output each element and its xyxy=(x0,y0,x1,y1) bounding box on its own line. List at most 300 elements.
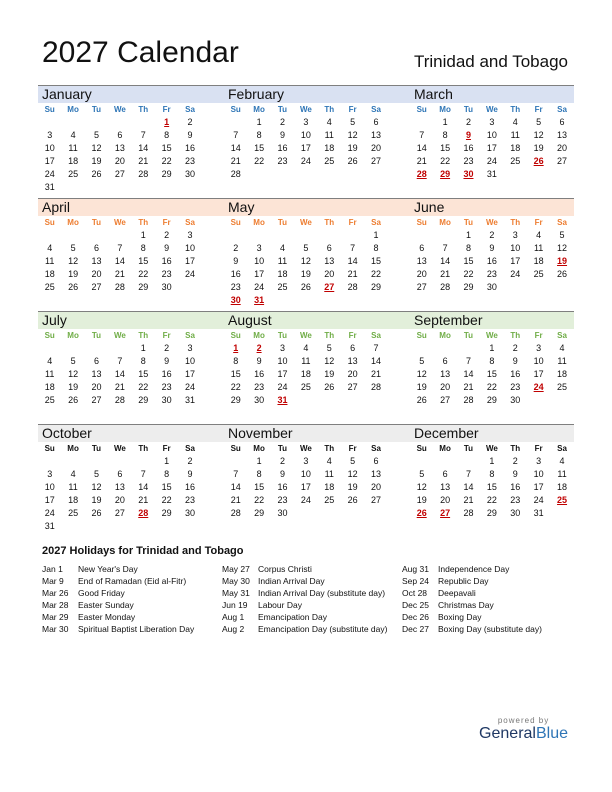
week-row xyxy=(38,268,224,281)
holiday-name: Emancipation Day (substitute day) xyxy=(258,624,388,634)
day-cell: 13 xyxy=(371,469,382,479)
day-cell: 7 xyxy=(465,469,471,479)
empty-cell xyxy=(527,281,550,294)
holiday-date: Sep 24 xyxy=(402,576,429,586)
week-row xyxy=(38,355,224,368)
day-cell: 8 xyxy=(489,356,495,366)
empty-cell xyxy=(132,455,155,468)
holiday-name: Boxing Day (substitute day) xyxy=(438,624,542,634)
day-cell: 29 xyxy=(230,395,241,405)
day-cell: 29 xyxy=(138,282,149,292)
day-cell: 22 xyxy=(371,269,382,279)
empty-cell xyxy=(38,455,61,468)
day-cell: 16 xyxy=(185,143,196,153)
holiday-name: Emancipation Day xyxy=(258,612,327,622)
day-cell: 28 xyxy=(114,395,125,405)
weekday-header xyxy=(224,103,410,116)
day-cell: 9 xyxy=(187,130,193,140)
holiday-item xyxy=(42,623,222,635)
day-cell: 20 xyxy=(416,269,427,279)
weekday-header xyxy=(224,329,410,342)
day-cell: 25 xyxy=(44,395,55,405)
week-row xyxy=(224,268,410,281)
holiday-item xyxy=(222,599,402,611)
week-row xyxy=(410,168,574,181)
day-cell: 24 xyxy=(510,269,521,279)
day-cell: 8 xyxy=(256,469,262,479)
day-cell: 19 xyxy=(347,143,358,153)
empty-cell xyxy=(364,394,387,407)
weekday-label: Mo xyxy=(67,331,79,340)
week-row xyxy=(38,381,224,394)
empty-cell xyxy=(318,507,341,520)
day-cell: 12 xyxy=(91,482,102,492)
day-cell: 11 xyxy=(68,482,78,492)
empty-cell xyxy=(294,394,317,407)
day-cell: 1 xyxy=(442,117,448,127)
holiday-date: Aug 31 xyxy=(402,564,429,574)
day-cell: 15 xyxy=(440,143,451,153)
day-cell: 23 xyxy=(277,156,288,166)
week-row xyxy=(38,181,224,194)
day-cell: 29 xyxy=(463,282,474,292)
holiday-item xyxy=(402,611,582,623)
holiday-name: Indian Arrival Day (substitute day) xyxy=(258,588,386,598)
empty-cell xyxy=(61,520,84,533)
holiday-name: Easter Monday xyxy=(78,612,136,622)
day-cell: 8 xyxy=(140,356,146,366)
day-cell: 20 xyxy=(557,143,568,153)
holiday-item xyxy=(222,563,402,575)
empty-cell xyxy=(108,229,131,242)
weekday-label: Sa xyxy=(185,218,195,227)
weekday-label: Fr xyxy=(162,218,171,227)
week-row xyxy=(38,255,224,268)
weekday-label: Fr xyxy=(534,105,543,114)
empty-cell xyxy=(85,342,108,355)
weekday-label: We xyxy=(113,105,126,114)
week-row xyxy=(224,129,410,142)
day-cell: 29 xyxy=(371,282,382,292)
week-row xyxy=(410,142,574,155)
day-cell: 12 xyxy=(533,130,544,140)
holiday-item xyxy=(402,599,582,611)
day-cell: 9 xyxy=(256,356,262,366)
empty-cell xyxy=(271,294,294,307)
day-cell: 29 xyxy=(138,395,149,405)
week-row xyxy=(410,355,574,368)
week-row xyxy=(38,168,224,181)
day-cell: 16 xyxy=(277,143,288,153)
day-cell: 31 xyxy=(44,521,55,531)
day-cell: 17 xyxy=(533,369,544,379)
day-cell: 11 xyxy=(301,356,311,366)
day-cell: 5 xyxy=(303,243,309,253)
day-cell: 9 xyxy=(164,356,170,366)
day-cell: 12 xyxy=(300,256,311,266)
day-cell: 7 xyxy=(465,356,471,366)
day-cell: 20 xyxy=(114,495,125,505)
empty-cell xyxy=(294,294,317,307)
weekday-label: Su xyxy=(44,331,55,340)
day-cell: 9 xyxy=(512,469,518,479)
week-row xyxy=(410,468,574,481)
day-cell: 4 xyxy=(326,117,332,127)
day-cell: 14 xyxy=(114,369,125,379)
day-cell: 17 xyxy=(185,369,196,379)
weekday-label: Su xyxy=(416,105,427,114)
empty-cell xyxy=(108,116,131,129)
empty-cell xyxy=(364,294,387,307)
day-cell: 18 xyxy=(44,382,55,392)
week-row xyxy=(224,494,410,507)
day-cell: 2 xyxy=(164,343,170,353)
day-cell: 14 xyxy=(230,482,241,492)
day-cell: 7 xyxy=(442,243,448,253)
day-cell: 12 xyxy=(324,356,335,366)
holiday-date: Mar 29 xyxy=(42,612,69,622)
week-row xyxy=(38,455,224,468)
month-january xyxy=(38,86,224,198)
day-cell: 5 xyxy=(93,469,99,479)
day-cell: 28 xyxy=(230,508,241,518)
weekday-label: Tu xyxy=(277,444,288,453)
week-row xyxy=(38,394,224,407)
day-cell: 3 xyxy=(47,130,53,140)
day-cell: 12 xyxy=(347,469,358,479)
holiday-date: May 30 xyxy=(222,576,250,586)
holiday-date: Jan 1 xyxy=(42,564,63,574)
day-cell: 3 xyxy=(256,243,262,253)
holiday-item xyxy=(42,599,222,611)
empty-cell xyxy=(85,520,108,533)
empty-cell xyxy=(318,394,341,407)
day-cell: 3 xyxy=(536,456,542,466)
day-cell: 17 xyxy=(300,482,311,492)
day-cell: 17 xyxy=(277,369,288,379)
day-cell: 14 xyxy=(114,256,125,266)
empty-cell xyxy=(271,168,294,181)
empty-cell xyxy=(364,168,387,181)
day-cell: 15 xyxy=(463,256,474,266)
weekday-label: Th xyxy=(138,218,149,227)
day-cell: 13 xyxy=(114,482,125,492)
weekday-label: Tu xyxy=(463,218,474,227)
empty-cell xyxy=(527,394,550,407)
empty-cell xyxy=(341,394,364,407)
day-cell: 30 xyxy=(161,395,172,405)
day-cell: 5 xyxy=(419,469,425,479)
day-cell: 9 xyxy=(187,469,193,479)
day-cell: 23 xyxy=(161,269,172,279)
day-cell: 22 xyxy=(486,495,497,505)
day-cell: 23 xyxy=(185,156,196,166)
empty-cell xyxy=(155,181,178,194)
day-cell: 9 xyxy=(279,469,285,479)
day-cell: 10 xyxy=(533,356,544,366)
empty-cell xyxy=(85,181,108,194)
week-row xyxy=(38,494,224,507)
day-cell: 4 xyxy=(303,343,309,353)
holiday-day-cell: 30 xyxy=(463,169,474,179)
calendar-grid xyxy=(38,85,574,537)
weekday-label: Tu xyxy=(277,105,288,114)
holiday-day-cell: 26 xyxy=(533,156,544,166)
day-cell: 8 xyxy=(465,243,471,253)
day-cell: 26 xyxy=(300,282,311,292)
day-cell: 20 xyxy=(324,269,335,279)
day-cell: 26 xyxy=(557,269,568,279)
weekday-label: Fr xyxy=(162,331,171,340)
day-cell: 7 xyxy=(350,243,356,253)
day-cell: 3 xyxy=(187,230,193,240)
weekday-label: Fr xyxy=(534,331,543,340)
day-cell: 1 xyxy=(140,230,146,240)
empty-cell xyxy=(318,168,341,181)
weekday-label: Tu xyxy=(91,105,102,114)
day-cell: 15 xyxy=(486,369,497,379)
empty-cell xyxy=(61,116,84,129)
week-row xyxy=(38,507,224,520)
day-cell: 8 xyxy=(442,130,448,140)
week-row xyxy=(224,468,410,481)
day-cell: 14 xyxy=(138,143,149,153)
week-row xyxy=(224,368,410,381)
empty-cell xyxy=(433,455,456,468)
weekday-label: Mo xyxy=(439,331,451,340)
week-row xyxy=(38,242,224,255)
day-cell: 5 xyxy=(419,356,425,366)
day-cell: 27 xyxy=(114,169,125,179)
day-cell: 10 xyxy=(300,469,311,479)
day-cell: 10 xyxy=(510,243,521,253)
weekday-header xyxy=(410,216,574,229)
holiday-day-cell: 27 xyxy=(324,282,335,292)
holiday-item xyxy=(222,623,402,635)
month-name: January xyxy=(38,86,224,103)
day-cell: 22 xyxy=(254,156,265,166)
weekday-label: Th xyxy=(324,444,335,453)
day-cell: 22 xyxy=(486,382,497,392)
day-cell: 6 xyxy=(559,117,565,127)
day-cell: 25 xyxy=(510,156,521,166)
month-name: October xyxy=(38,425,224,442)
day-cell: 21 xyxy=(347,269,358,279)
empty-cell xyxy=(61,455,84,468)
month-october xyxy=(38,425,224,537)
day-cell: 23 xyxy=(486,269,497,279)
weekday-label: Sa xyxy=(557,218,567,227)
weekday-label: We xyxy=(299,105,312,114)
day-cell: 9 xyxy=(233,256,239,266)
week-row xyxy=(38,229,224,242)
weekday-label: Fr xyxy=(534,444,543,453)
holiday-date: Mar 26 xyxy=(42,588,69,598)
day-cell: 16 xyxy=(510,482,521,492)
empty-cell xyxy=(108,181,131,194)
empty-cell xyxy=(550,507,573,520)
empty-cell xyxy=(294,168,317,181)
day-cell: 6 xyxy=(93,356,99,366)
week-row xyxy=(410,268,574,281)
weekday-label: Tu xyxy=(463,444,474,453)
weekday-label: Mo xyxy=(67,105,79,114)
day-cell: 24 xyxy=(44,169,55,179)
month-april xyxy=(38,199,224,311)
day-cell: 16 xyxy=(161,369,172,379)
weekday-label: Th xyxy=(324,331,335,340)
day-cell: 6 xyxy=(419,243,425,253)
day-cell: 16 xyxy=(161,256,172,266)
weekday-label: Sa xyxy=(371,218,381,227)
holiday-date: Mar 9 xyxy=(42,576,64,586)
weekday-label: Th xyxy=(510,218,521,227)
empty-cell xyxy=(433,229,456,242)
empty-cell xyxy=(364,507,387,520)
day-cell: 24 xyxy=(185,382,196,392)
week-row xyxy=(224,281,410,294)
day-cell: 21 xyxy=(463,382,474,392)
day-cell: 19 xyxy=(347,482,358,492)
holiday-name: Easter Sunday xyxy=(78,600,134,610)
day-cell: 21 xyxy=(416,156,427,166)
weekday-label: We xyxy=(113,444,126,453)
empty-cell xyxy=(132,520,155,533)
day-cell: 6 xyxy=(373,117,379,127)
weekday-label: We xyxy=(485,105,498,114)
weekday-label: Th xyxy=(510,444,521,453)
weekday-label: Mo xyxy=(439,105,451,114)
day-cell: 11 xyxy=(324,469,334,479)
weekday-header xyxy=(38,216,224,229)
day-cell: 13 xyxy=(440,482,451,492)
day-cell: 27 xyxy=(557,156,568,166)
day-cell: 5 xyxy=(93,130,99,140)
day-cell: 21 xyxy=(463,495,474,505)
day-cell: 22 xyxy=(138,382,149,392)
day-cell: 27 xyxy=(347,382,358,392)
holiday-day-cell: 28 xyxy=(416,169,427,179)
empty-cell xyxy=(132,116,155,129)
month-name: September xyxy=(410,312,574,329)
month-name: June xyxy=(410,199,574,216)
week-row xyxy=(38,368,224,381)
empty-cell xyxy=(178,181,201,194)
day-cell: 1 xyxy=(164,456,170,466)
week-row xyxy=(224,394,410,407)
day-cell: 1 xyxy=(256,456,262,466)
holiday-date: Dec 26 xyxy=(402,612,429,622)
weekday-label: Sa xyxy=(185,444,195,453)
quarter-row xyxy=(38,198,574,311)
month-november xyxy=(224,425,410,537)
week-row xyxy=(38,129,224,142)
day-cell: 15 xyxy=(371,256,382,266)
day-cell: 29 xyxy=(254,508,265,518)
holiday-name: Good Friday xyxy=(78,588,125,598)
day-cell: 5 xyxy=(350,117,356,127)
holiday-name: Indian Arrival Day xyxy=(258,576,325,586)
day-cell: 12 xyxy=(416,482,427,492)
day-cell: 18 xyxy=(300,369,311,379)
day-cell: 7 xyxy=(117,356,123,366)
weekday-header xyxy=(410,329,574,342)
day-cell: 6 xyxy=(442,469,448,479)
day-cell: 30 xyxy=(510,395,521,405)
empty-cell xyxy=(341,294,364,307)
empty-cell xyxy=(61,181,84,194)
day-cell: 9 xyxy=(164,243,170,253)
day-cell: 7 xyxy=(373,343,379,353)
holiday-name: Christmas Day xyxy=(438,600,494,610)
brand-blue: Blue xyxy=(535,725,568,742)
day-cell: 30 xyxy=(185,508,196,518)
day-cell: 23 xyxy=(230,282,241,292)
day-cell: 4 xyxy=(47,356,53,366)
day-cell: 15 xyxy=(138,256,149,266)
week-row xyxy=(224,142,410,155)
day-cell: 23 xyxy=(254,382,265,392)
day-cell: 10 xyxy=(44,143,55,153)
holiday-item xyxy=(42,587,222,599)
day-cell: 9 xyxy=(489,243,495,253)
week-row xyxy=(224,255,410,268)
day-cell: 29 xyxy=(161,169,172,179)
week-row xyxy=(410,129,574,142)
day-cell: 2 xyxy=(233,243,239,253)
weekday-label: Mo xyxy=(253,331,265,340)
day-cell: 30 xyxy=(254,395,265,405)
holiday-day-cell: 26 xyxy=(416,508,427,518)
quarter-row xyxy=(38,311,574,424)
day-cell: 25 xyxy=(324,156,335,166)
empty-cell xyxy=(155,520,178,533)
day-cell: 25 xyxy=(68,169,79,179)
day-cell: 27 xyxy=(114,508,125,518)
holiday-day-cell: 31 xyxy=(254,295,265,305)
day-cell: 7 xyxy=(233,469,239,479)
week-row xyxy=(38,281,224,294)
day-cell: 20 xyxy=(91,269,102,279)
holiday-name: Republic Day xyxy=(438,576,489,586)
holiday-name: Independence Day xyxy=(438,564,510,574)
week-row xyxy=(410,155,574,168)
weekday-label: Mo xyxy=(67,444,79,453)
day-cell: 23 xyxy=(185,495,196,505)
week-row xyxy=(224,355,410,368)
day-cell: 2 xyxy=(512,456,518,466)
day-cell: 1 xyxy=(489,343,495,353)
day-cell: 22 xyxy=(463,269,474,279)
brand-logo xyxy=(479,716,568,743)
day-cell: 23 xyxy=(277,495,288,505)
week-row xyxy=(38,342,224,355)
empty-cell xyxy=(224,229,247,242)
day-cell: 13 xyxy=(324,256,335,266)
day-cell: 18 xyxy=(557,482,568,492)
quarter-row xyxy=(38,424,574,537)
day-cell: 22 xyxy=(230,382,241,392)
empty-cell xyxy=(61,229,84,242)
day-cell: 27 xyxy=(371,495,382,505)
day-cell: 28 xyxy=(347,282,358,292)
day-cell: 5 xyxy=(559,230,565,240)
week-row xyxy=(410,368,574,381)
holiday-item xyxy=(402,563,582,575)
day-cell: 11 xyxy=(68,143,78,153)
holiday-date: Dec 27 xyxy=(402,624,429,634)
day-cell: 18 xyxy=(510,143,521,153)
